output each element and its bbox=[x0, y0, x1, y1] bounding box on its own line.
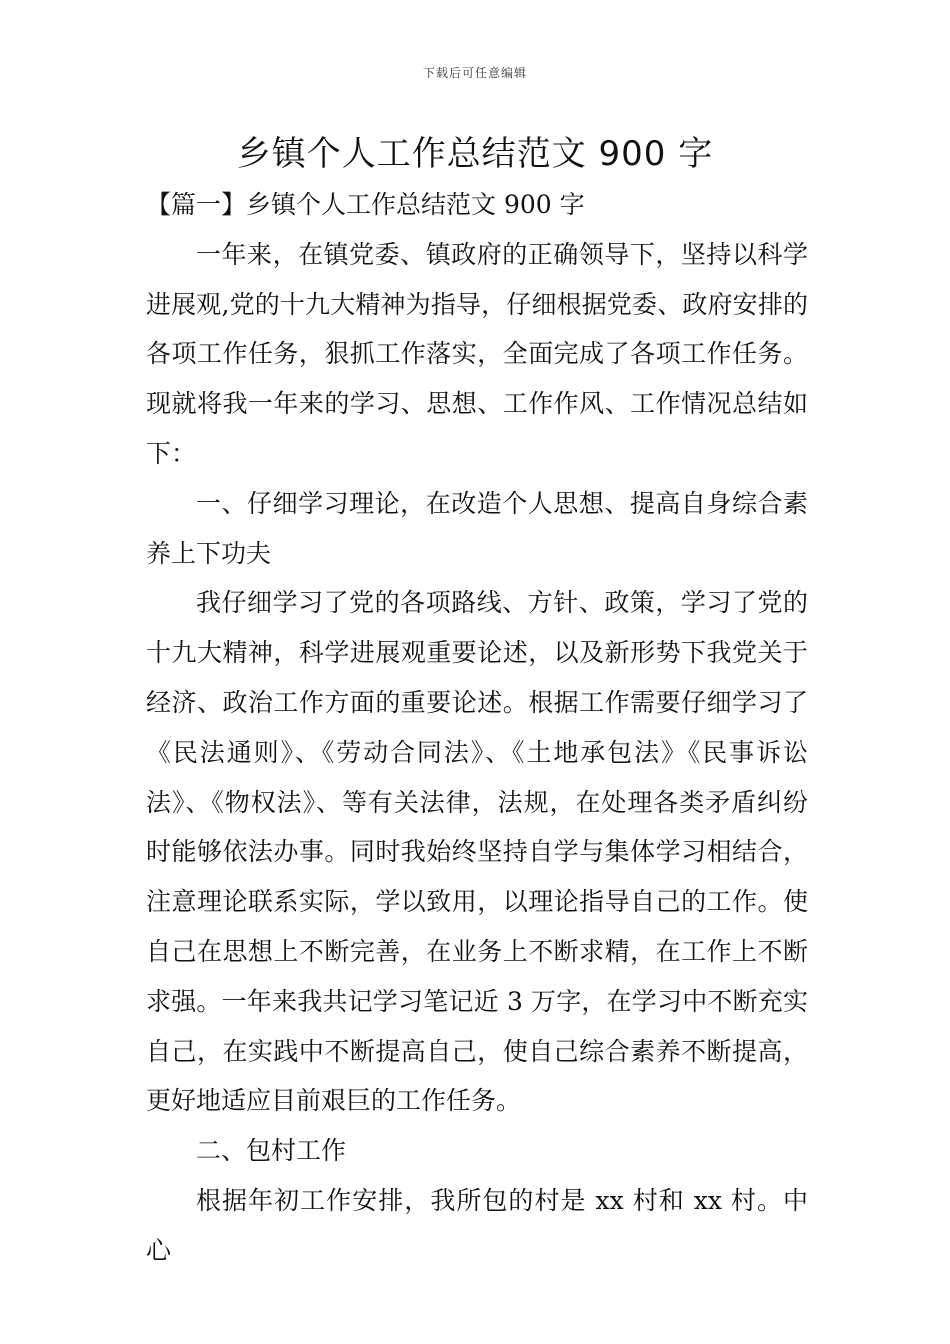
section-subheading: 【篇一】乡镇个人工作总结范文 900 字 bbox=[146, 190, 585, 219]
paragraph-intro: 一年来，在镇党委、镇政府的正确领导下，坚持以科学进展观,党的十九大精神为指导，仔细根据党委、政府安排的各项工作任务，狠抓工作落实，全面完成了各项工作任务。现就将我一年来的学习、思想、工作作风、工作情况总结如下： bbox=[146, 239, 808, 468]
paragraph-heading-village: 二、包村工作 bbox=[196, 1136, 347, 1166]
document-title: 乡镇个人工作总结范文 900 字 bbox=[236, 134, 714, 174]
document-body bbox=[146, 180, 808, 1276]
header-note: 下载后可任意编辑 bbox=[422, 66, 527, 80]
paragraph-village: 根据年初工作安排，我所包的村是 xx 村和 xx 村。中心 bbox=[146, 1185, 808, 1265]
paragraph-study: 我仔细学习了党的各项路线、方针、政策，学习了党的十九大精神，科学进展观重要论述，以及新形势下我党关于经济、政治工作方面的重要论述。根据工作需要仔细学习了《民法通则》、《劳动合同法》、《土地承包法》《民事诉讼法》、《物权法》、等有关法律，法规，在处理各类矛盾纠纷时能够依法办事。同时我始终坚持自学与集体学习相结合，注意理论联系实际，学以致用，以理论指导自己的工作。使自己在思想上不断完善，在业务上不断求精，在工作上不断求强。一年来我共记学习笔记近 3 万字，在学习中不断充实自己，在实践中不断提高自己，使自己综合素养不断提高，更好地适应目前艰巨的工作任务。 bbox=[146, 588, 808, 1116]
paragraph-heading-study: 一、仔细学习理论，在改造个人思想、提高自身综合素养上下功夫 bbox=[146, 488, 808, 568]
